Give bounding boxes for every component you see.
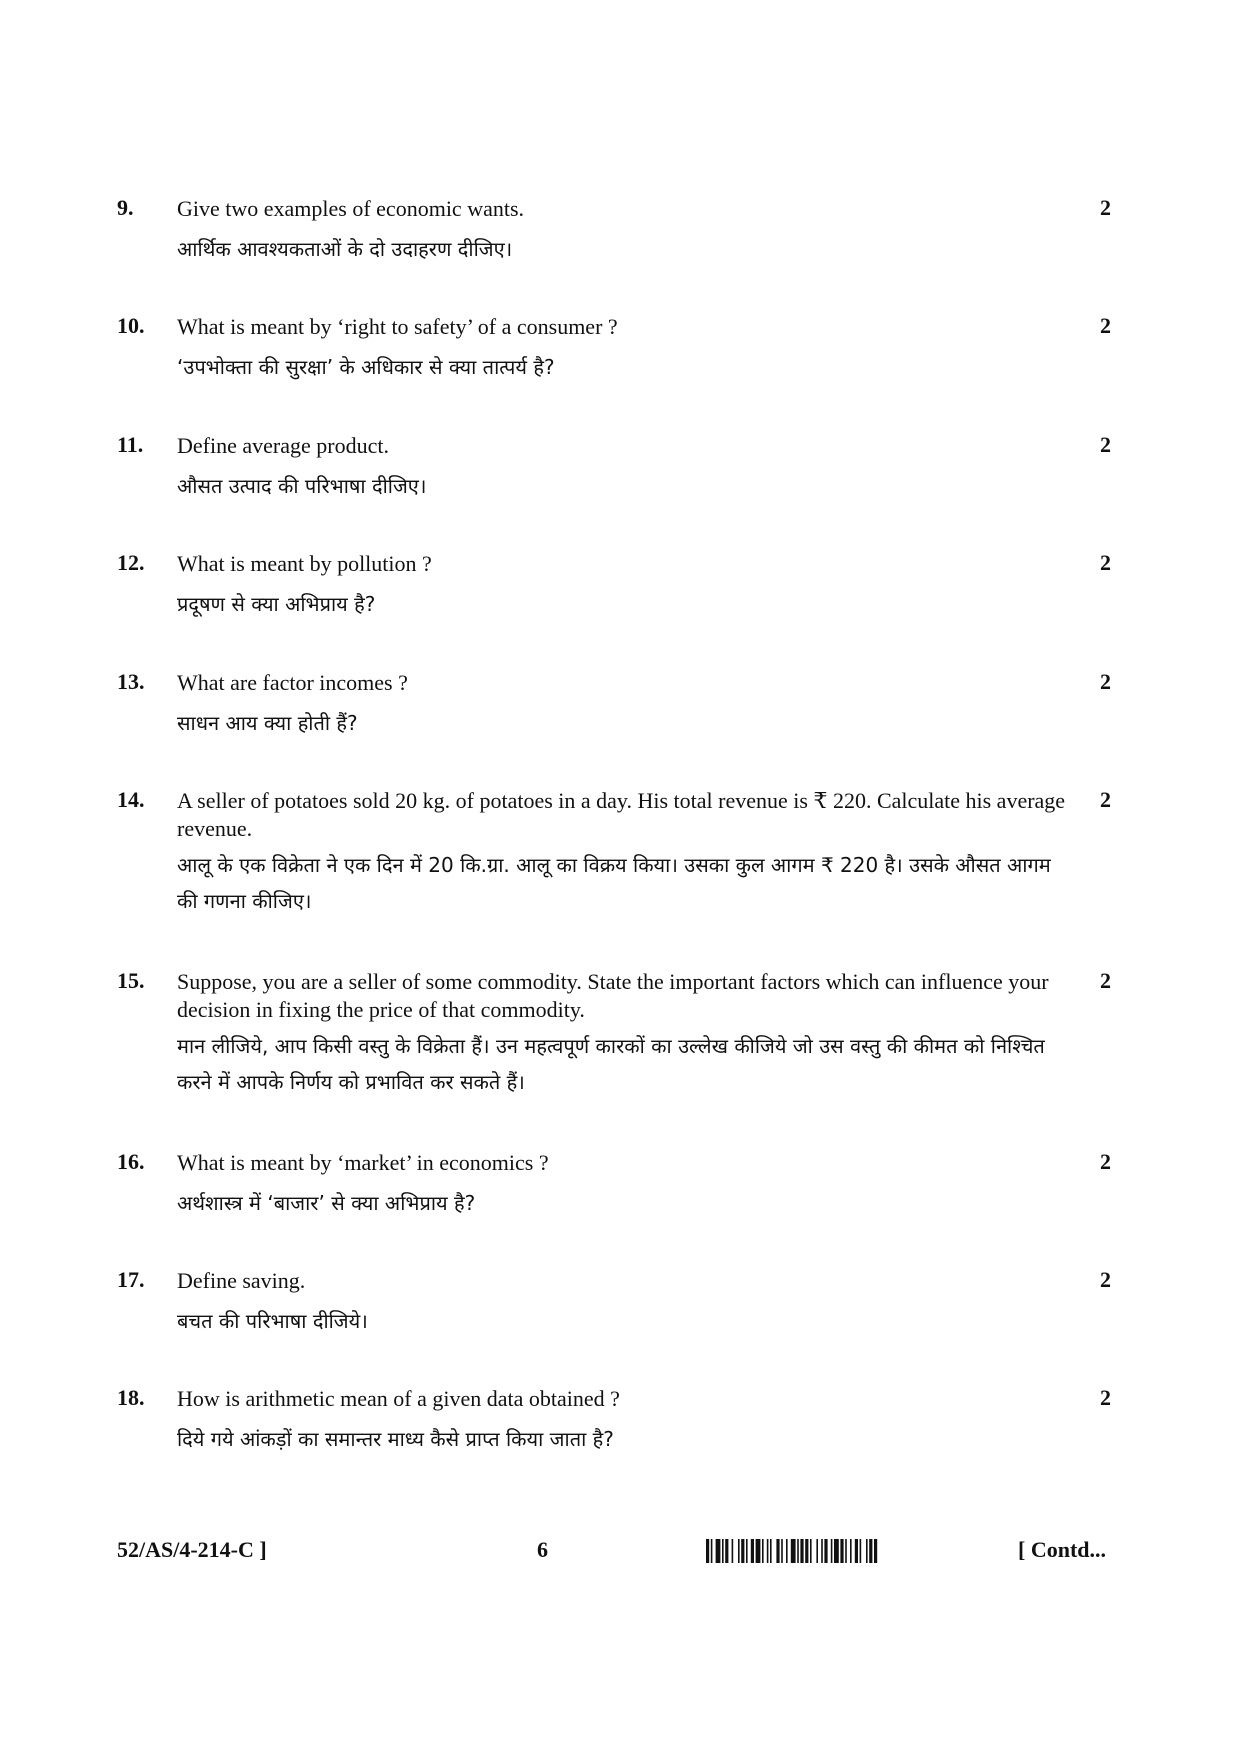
question-english: What is meant by pollution ? [177, 551, 432, 576]
question-hindi: प्रदूषण से क्या अभिप्राय है? [177, 592, 376, 616]
question-english: Define saving. [177, 1268, 306, 1293]
question-hindi: मान लीजिये, आप किसी वस्तु के विक्रेता हैं। उन महत्वपूर्ण कारकों का उल्लेख कीजिये जो उस वस्तु की कीमत को निश्चित करने में आपके निर्णय को प्रभावित कर सकते हैं। [177, 1034, 1045, 1094]
question-hindi: ‘उपभोक्ता की सुरक्षा’ के अधिकार से क्या तात्पर्य है? [177, 355, 555, 379]
question-marks: 2 [1100, 432, 1111, 457]
continued-label: [ Contd... [1018, 1537, 1107, 1562]
question-marks: 2 [1100, 313, 1111, 338]
question-number: 16. [117, 1149, 145, 1174]
barcode-icon [706, 1539, 1008, 1563]
question-hindi: आलू के एक विक्रेता ने एक दिन में 20 कि.ग्रा. आलू का विक्रय किया। उसका कुल आगम ₹ 220 है। उसके औसत आगम की गणना कीजिए। [177, 853, 1051, 913]
question-hindi: आर्थिक आवश्यकताओं के दो उदाहरण दीजिए। [177, 237, 513, 261]
paper-code: 52/AS/4-214-C ] [117, 1537, 267, 1562]
question-number: 11. [117, 432, 144, 457]
question-hindi: बचत की परिभाषा दीजिये। [177, 1309, 368, 1333]
question-number: 13. [117, 669, 145, 694]
question-marks: 2 [1100, 550, 1111, 575]
page-footer [0, 1537, 1240, 1577]
question-marks: 2 [1100, 1149, 1111, 1174]
question-english: Give two examples of economic wants. [177, 196, 525, 221]
question-marks: 2 [1100, 195, 1111, 220]
question-marks: 2 [1100, 968, 1111, 993]
page-number: 6 [537, 1537, 548, 1562]
question-number: 9. [117, 195, 134, 220]
question-number: 10. [117, 313, 145, 338]
question-number: 15. [117, 968, 145, 993]
question-marks: 2 [1100, 787, 1111, 812]
question-hindi: दिये गये आंकड़ों का समान्तर माध्य कैसे प्राप्त किया जाता है? [177, 1427, 614, 1451]
question-hindi: अर्थशास्त्र में ‘बाजार’ से क्या अभिप्राय है? [177, 1191, 476, 1215]
question-number: 14. [117, 787, 145, 812]
question-english: What is meant by ‘market’ in economics ? [177, 1150, 549, 1175]
question-english: What is meant by ‘right to safety’ of a consumer ? [177, 314, 618, 339]
question-marks: 2 [1100, 669, 1111, 694]
question-number: 18. [117, 1385, 145, 1410]
question-english: A seller of potatoes sold 20 kg. of potatoes in a day. His total revenue is ₹ 220. Calculate his average revenue. [177, 788, 1066, 841]
question-english: How is arithmetic mean of a given data obtained ? [177, 1386, 620, 1411]
question-hindi: औसत उत्पाद की परिभाषा दीजिए। [177, 474, 427, 498]
question-english: Define average product. [177, 433, 389, 458]
question-hindi: साधन आय क्या होती हैं? [177, 711, 358, 735]
question-english: What are factor incomes ? [177, 670, 408, 695]
question-marks: 2 [1100, 1267, 1111, 1292]
question-number: 17. [117, 1267, 145, 1292]
question-marks: 2 [1100, 1385, 1111, 1410]
question-english: Suppose, you are a seller of some commodity. State the important factors which can influence your decision in fixing the price of that commodity. [177, 969, 1049, 1022]
question-number: 12. [117, 550, 145, 575]
